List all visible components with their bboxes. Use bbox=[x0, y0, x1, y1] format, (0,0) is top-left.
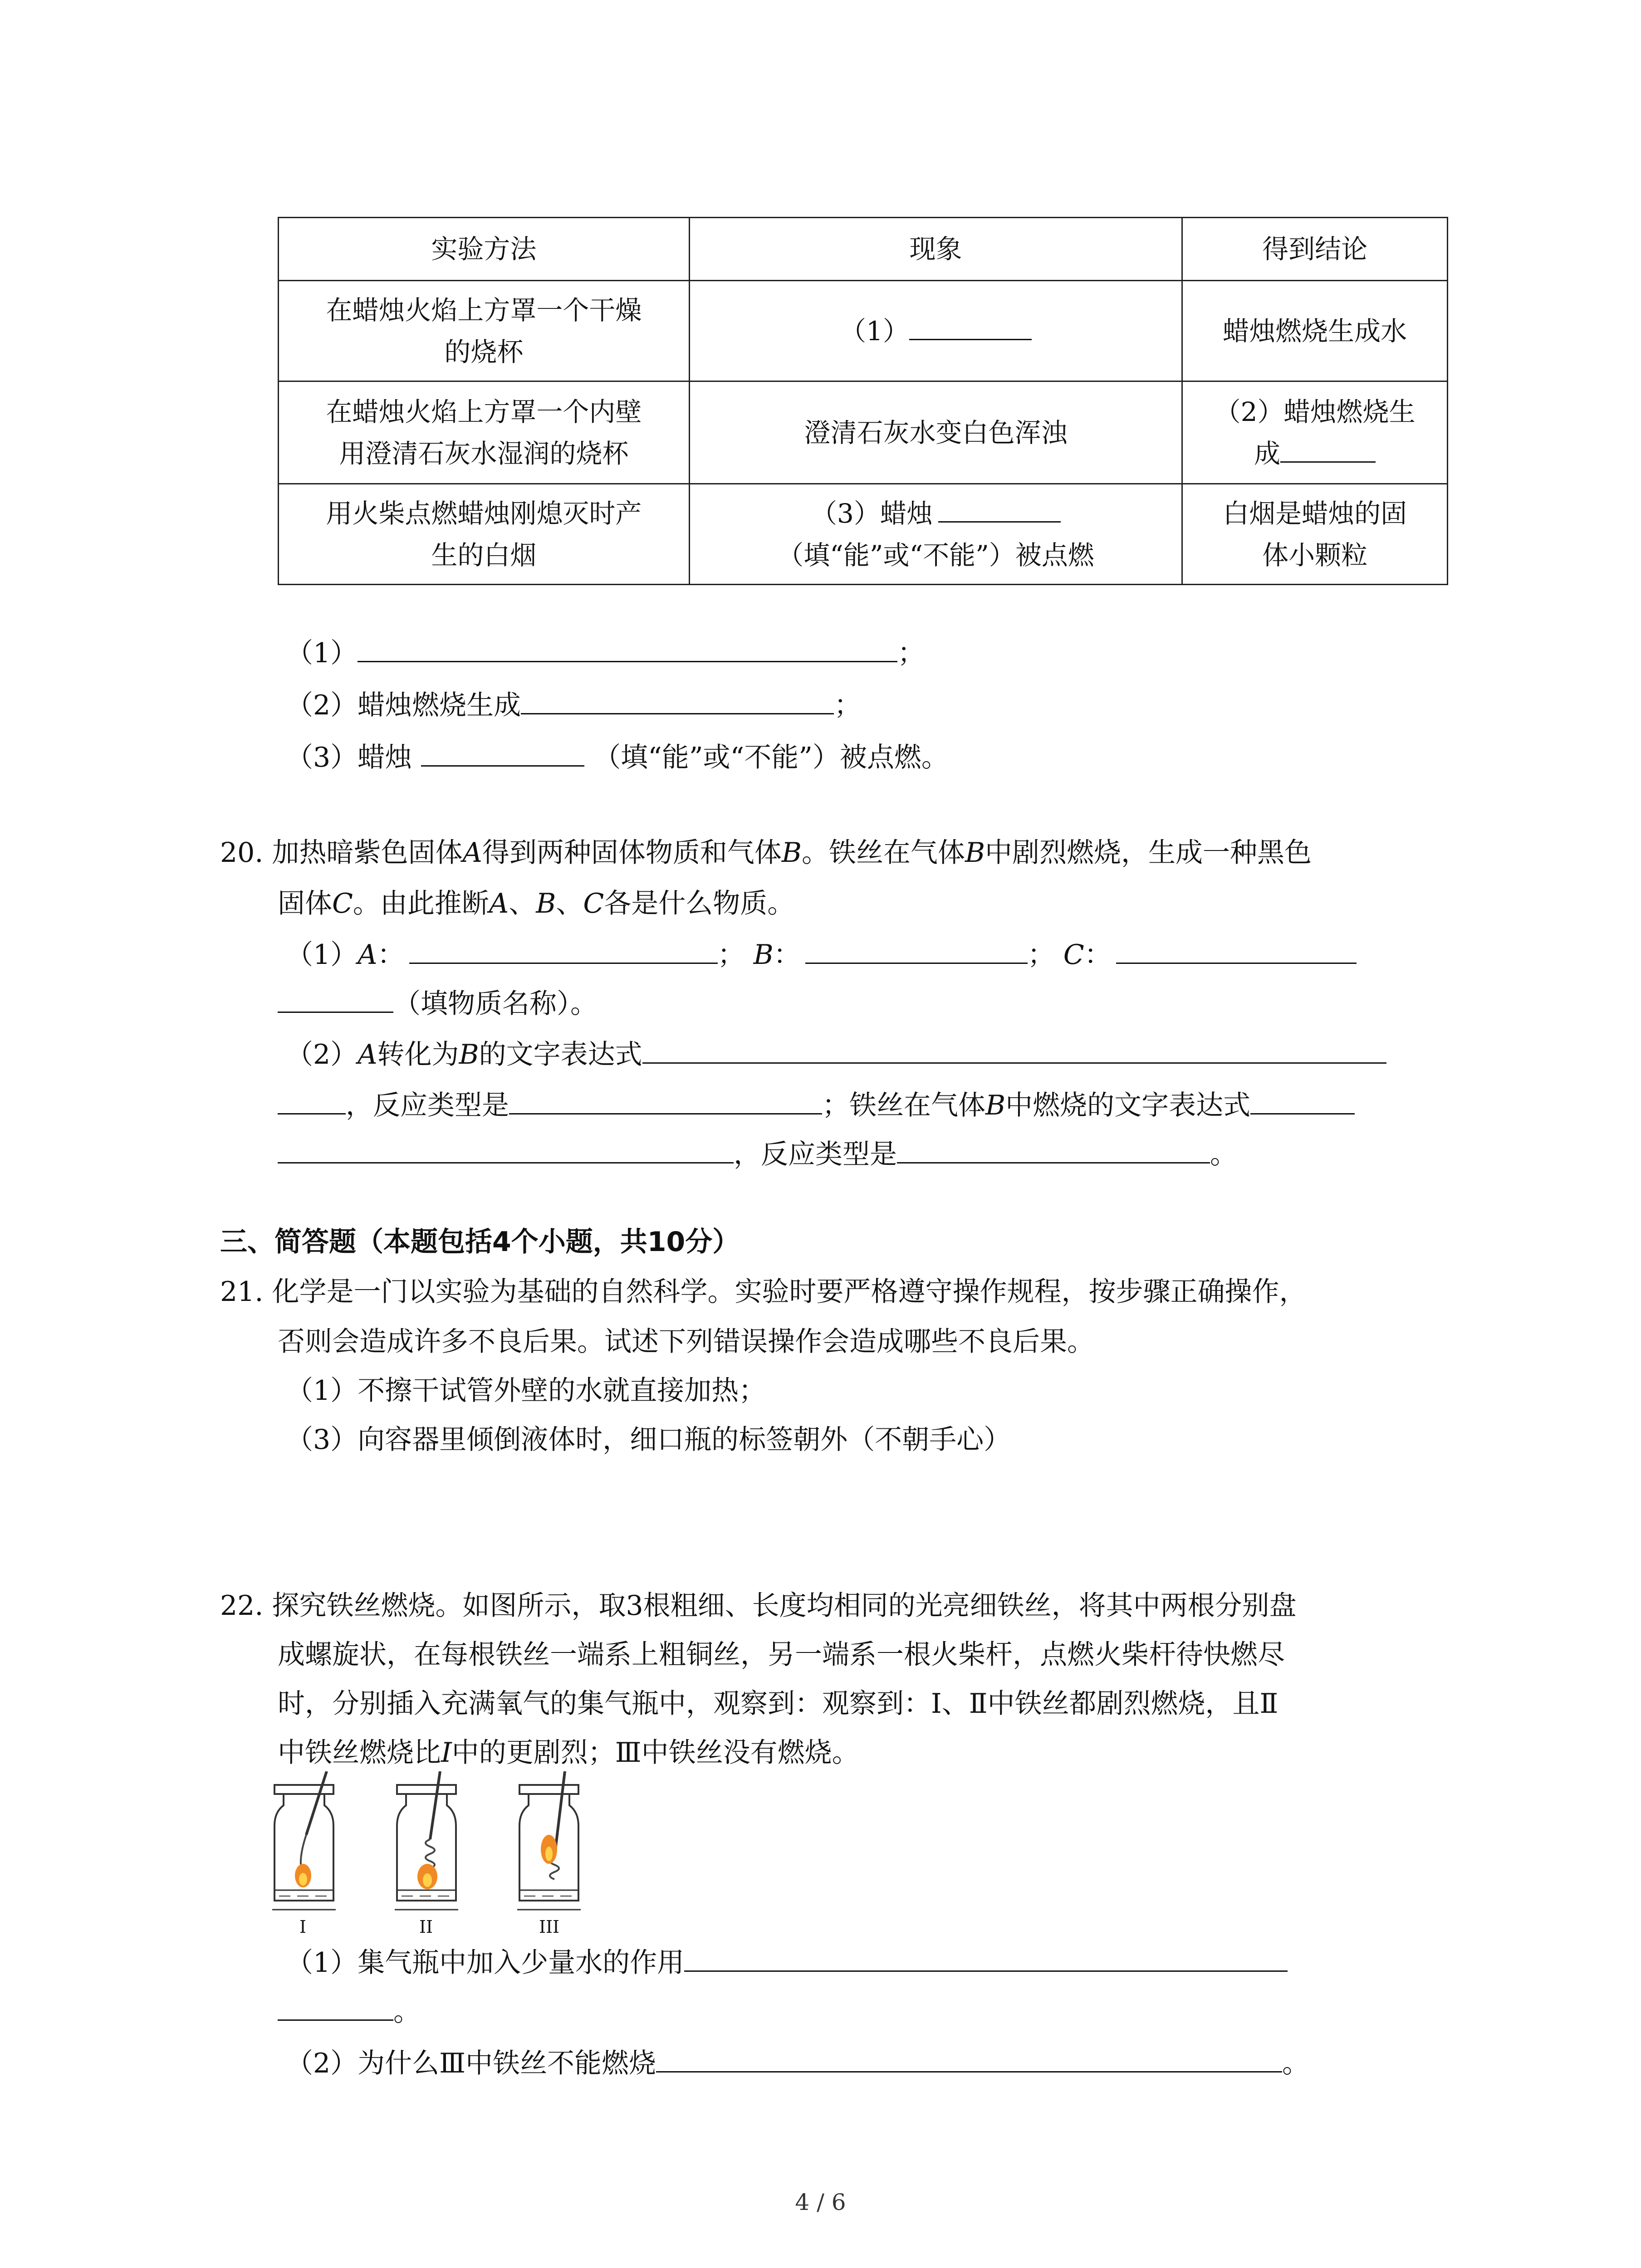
q20-line-1: 20. 加热暗紫色固体A得到两种固体物质和气体B。铁丝在气体B中剧烈燃烧，生成一种黑色 bbox=[220, 837, 1312, 869]
answer-blank[interactable] bbox=[684, 1942, 1288, 1972]
answer-blank[interactable] bbox=[278, 1134, 734, 1163]
method-cell: 用火柴点燃蜡烛刚熄灭时产 生的白烟 bbox=[279, 484, 690, 585]
bottle-1 bbox=[272, 1771, 336, 1910]
answer-blank[interactable] bbox=[509, 1085, 822, 1114]
q21-line-2: 否则会造成许多不良后果。试述下列错误操作会造成哪些不良后果。 bbox=[278, 1326, 1094, 1358]
header-phenomenon: 现象 bbox=[689, 218, 1182, 281]
figure-label-2: II bbox=[419, 1917, 433, 1937]
method-cell: 在蜡烛火焰上方罩一个内壁 用澄清石灰水湿润的烧杯 bbox=[279, 381, 690, 484]
answer-blank[interactable] bbox=[521, 685, 834, 714]
table-row bbox=[279, 484, 1448, 585]
answer-blank[interactable] bbox=[642, 1034, 1386, 1064]
section-title: 三、简答题（本题包括4个小题，共10分） bbox=[220, 1226, 740, 1258]
answer-blank[interactable] bbox=[421, 737, 584, 767]
answer-blank[interactable] bbox=[897, 1134, 1210, 1163]
answer-line-3: （3）蜡烛 （填“能”或“不能”）被点燃。 bbox=[286, 737, 949, 776]
answer-blank-A[interactable] bbox=[409, 934, 718, 964]
answer-line-1: （1） ； bbox=[286, 633, 925, 671]
q22-sub-1-cont: 。 bbox=[278, 1991, 421, 2030]
conclusion-cell: 蜡烛燃烧生成水 bbox=[1182, 281, 1448, 381]
bottle-2 bbox=[395, 1771, 458, 1910]
bottle-3 bbox=[517, 1771, 581, 1910]
method-cell: 在蜡烛火焰上方罩一个干燥 的烧杯 bbox=[279, 281, 690, 381]
q22-line-4: 中铁丝燃烧比I中的更剧烈；Ⅲ中铁丝没有燃烧。 bbox=[278, 1737, 859, 1769]
gas-bottles-figure bbox=[272, 1771, 617, 1962]
header-conclusion: 得到结论 bbox=[1182, 218, 1448, 281]
answer-blank[interactable] bbox=[1280, 435, 1376, 463]
page-number: 4 / 6 bbox=[795, 2189, 846, 2215]
q20-part-1: （1）A： ； B： ； C： bbox=[286, 934, 1357, 973]
table-row bbox=[279, 281, 1448, 381]
q20-part-2-line-2: ，反应类型是 ；铁丝在气体B中燃烧的文字表达式 bbox=[278, 1085, 1355, 1124]
conclusion-cell: 白烟是蜡烛的固 体小颗粒 bbox=[1182, 484, 1448, 585]
conclusion-cell: （2）蜡烛燃烧生 成 bbox=[1182, 381, 1448, 484]
question-number: 22. bbox=[220, 1590, 264, 1622]
answer-blank[interactable] bbox=[358, 633, 897, 662]
header-method: 实验方法 bbox=[279, 218, 690, 281]
q22-sub-1: （1）集气瓶中加入少量水的作用 bbox=[286, 1942, 1288, 1981]
answer-blank-B[interactable] bbox=[805, 934, 1028, 964]
phenomenon-cell: 澄清石灰水变白色浑浊 bbox=[689, 381, 1182, 484]
phenomenon-cell: （1） bbox=[689, 281, 1182, 381]
table-header-row bbox=[279, 218, 1448, 281]
table-row bbox=[279, 381, 1448, 484]
q21-item-1: （1）不擦干试管外壁的水就直接加热； bbox=[286, 1375, 766, 1407]
q20-line-2: 固体C。由此推断A、B、C各是什么物质。 bbox=[278, 888, 795, 919]
q22-line-1: 22. 探究铁丝燃烧。如图所示，取3根粗细、长度均相同的光亮细铁丝，将其中两根分别盘 bbox=[220, 1590, 1297, 1622]
answer-blank[interactable] bbox=[278, 1991, 393, 2021]
answer-blank[interactable] bbox=[278, 1085, 346, 1114]
answer-blank-C-cont[interactable] bbox=[278, 983, 393, 1013]
q22-line-2: 成螺旋状，在每根铁丝一端系上粗铜丝，另一端系一根火柴杆，点燃火柴杆待快燃尽 bbox=[278, 1639, 1285, 1671]
figure-label-1: I bbox=[299, 1917, 307, 1937]
answer-blank-C[interactable] bbox=[1116, 934, 1357, 964]
q21-line-1: 21. 化学是一门以实验为基础的自然科学。实验时要严格遵守操作规程，按步骤正确操作， bbox=[220, 1276, 1307, 1308]
answer-blank[interactable] bbox=[909, 313, 1032, 340]
experiment-table bbox=[278, 217, 1448, 585]
q21-item-3: （3）向容器里倾倒液体时，细口瓶的标签朝外（不朝手心） bbox=[286, 1424, 1011, 1456]
question-number: 21. bbox=[220, 1276, 264, 1308]
answer-blank[interactable] bbox=[938, 495, 1061, 523]
question-number: 20. bbox=[220, 837, 264, 869]
q22-line-3: 时，分别插入充满氧气的集气瓶中，观察到：观察到：Ⅰ、Ⅱ中铁丝都剧烈燃烧，且Ⅱ bbox=[278, 1688, 1279, 1720]
q20-part-2: （2）A转化为B的文字表达式 bbox=[286, 1034, 1386, 1073]
q22-sub-2: （2）为什么Ⅲ中铁丝不能燃烧 。 bbox=[286, 2043, 1309, 2082]
phenomenon-cell: （3）蜡烛 （填“能”或“不能”）被点燃 bbox=[689, 484, 1182, 585]
figure-label-3: III bbox=[539, 1917, 560, 1937]
answer-blank[interactable] bbox=[1250, 1085, 1355, 1114]
answer-line-2: （2）蜡烛燃烧生成 ； bbox=[286, 685, 861, 723]
q20-part-1-note: （填物质名称）。 bbox=[278, 983, 598, 1022]
q20-part-2-line-3: ，反应类型是 。 bbox=[278, 1134, 1237, 1173]
answer-blank[interactable] bbox=[656, 2043, 1282, 2072]
